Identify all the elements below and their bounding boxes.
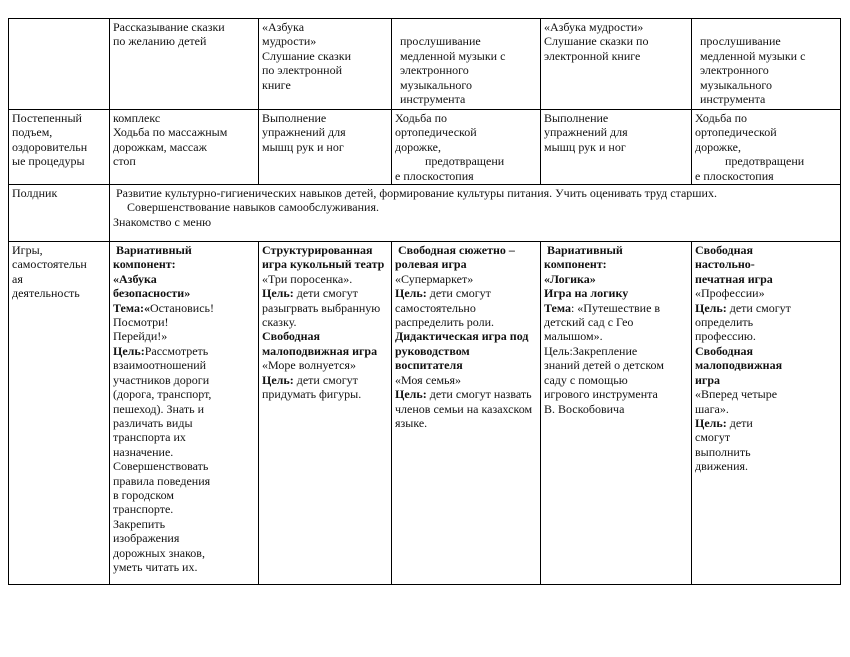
game-name: «Три поросенка». [262, 271, 353, 286]
theme-label: Тема [544, 300, 571, 315]
health-cell-mon: комплекс Ходьба по массажным дорожкам, массаж стоп [110, 110, 259, 185]
schedule-document [8, 18, 840, 585]
row-snack-label: Полдник [9, 185, 110, 242]
goal-text-2: дети смогут придумать фигуры. [262, 372, 362, 402]
game-name-2: «Моя семья» [395, 372, 462, 387]
table-row-health [9, 110, 841, 185]
snack-line-2: Совершенствование навыков самообслуживания. [127, 200, 379, 215]
health-cell-fri: Ходьба по ортопедической дорожке, предотвращени е плоскостопия [692, 110, 841, 185]
story-cell-mon: Рассказывание сказки по желанию детей [110, 19, 259, 110]
game-title: Вариативный компонент: «Азбука безопасности» [113, 243, 192, 301]
game-name-2: «Вперед четыре шага». [695, 387, 778, 416]
story-cell-tue: «Азбука мудрости» Слушание сказки по электронной книге [259, 19, 392, 110]
goal-text-2: дети смогут выполнить движения. [695, 415, 753, 474]
goal-text: Рассмотреть взаимоотношений участников дороги (дорога, транспорт, пешеход). Знать и различать виды транспорта их назначение. Совершенствовать правила поведения в городском транспорте. Закрепить изображения дорожных знаков, уметь читать их. [113, 343, 212, 574]
game-title-2: Дидактическая игра под руководством воспитателя [395, 329, 529, 373]
story-cell-wed: прослушивание медленной музыки с электронного музыкального инструмента [392, 19, 541, 110]
health-cell-tue: Выполнение упражнений для мышц рук и ног [259, 110, 392, 185]
games-cell-mon [110, 242, 259, 585]
game-name: «Супермаркет» [395, 271, 474, 286]
theme-text: : «Путешествие в детский сад с Гео малышом». Цель:Закрепление знаний детей о детском саду с помощью игрового инструмента В. Воскобовича [544, 300, 664, 416]
health-cell-wed: Ходьба по ортопедической дорожке, предотвращени е плоскостопия [392, 110, 541, 185]
goal-label-2: Цель: [262, 372, 294, 387]
game-title-2: Свободная малоподвижная игра [695, 343, 783, 387]
game-title: Свободная настольно- печатная игра [695, 243, 773, 286]
goal-label: Цель: [395, 286, 427, 301]
games-cell-tue [259, 242, 392, 585]
snack-cell [110, 185, 841, 242]
goal-text: дети смогут самостоятельно распределить роли. [395, 286, 495, 330]
health-cell-thu: Выполнение упражнений для мышц рук и ног [541, 110, 692, 185]
table-row-story [9, 19, 841, 110]
theme-label: Тема:« [113, 300, 150, 315]
row-story-label [9, 19, 110, 110]
games-cell-wed [392, 242, 541, 585]
goal-label-2: Цель: [395, 387, 427, 402]
goal-label: Цель: [262, 286, 294, 301]
snack-line-3: Знакомство с меню [113, 214, 212, 229]
snack-line-1: Развитие культурно-гигиенических навыков детей, формирование культуры питания. Учить оценивать труд старших. [116, 186, 717, 201]
game-title: Структурированная игра кукольный театр [262, 243, 385, 272]
goal-text-2: дети смогут назвать членов семьи на казахском языке. [395, 387, 533, 430]
game-title-2: Свободная малоподвижная игра [262, 329, 378, 358]
table-row-games [9, 242, 841, 585]
goal-text: дети смогут определить профессию. [695, 300, 791, 344]
games-cell-thu [541, 242, 692, 585]
goal-label: Цель: [113, 343, 145, 358]
table-row-snack [9, 185, 841, 242]
game-title: Свободная сюжетно – ролевая игра [395, 243, 515, 272]
game-title: Вариативный компонент: «Логика» Игра на логику [544, 243, 629, 301]
row-health-label: Постепенный подъем, оздоровительн ые процедуры [9, 110, 110, 185]
game-name-2: «Море волнуется» [262, 358, 356, 373]
daily-plan-table [8, 18, 841, 585]
games-cell-fri [692, 242, 841, 585]
game-name: «Профессии» [695, 286, 765, 301]
row-games-label: Игры, самостоятельн ая деятельность [9, 242, 110, 585]
goal-label: Цель: [695, 300, 727, 315]
story-cell-fri: прослушивание медленной музыки с электронного музыкального инструмента [692, 19, 841, 110]
story-cell-thu: «Азбука мудрости» Слушание сказки по электронной книге [541, 19, 692, 110]
goal-label-2: Цель: [695, 415, 727, 430]
theme-text: Остановись! Посмотри! Перейди!» [113, 300, 214, 344]
goal-text: дети смогут разыгрвать выбранную сказку. [262, 286, 381, 330]
